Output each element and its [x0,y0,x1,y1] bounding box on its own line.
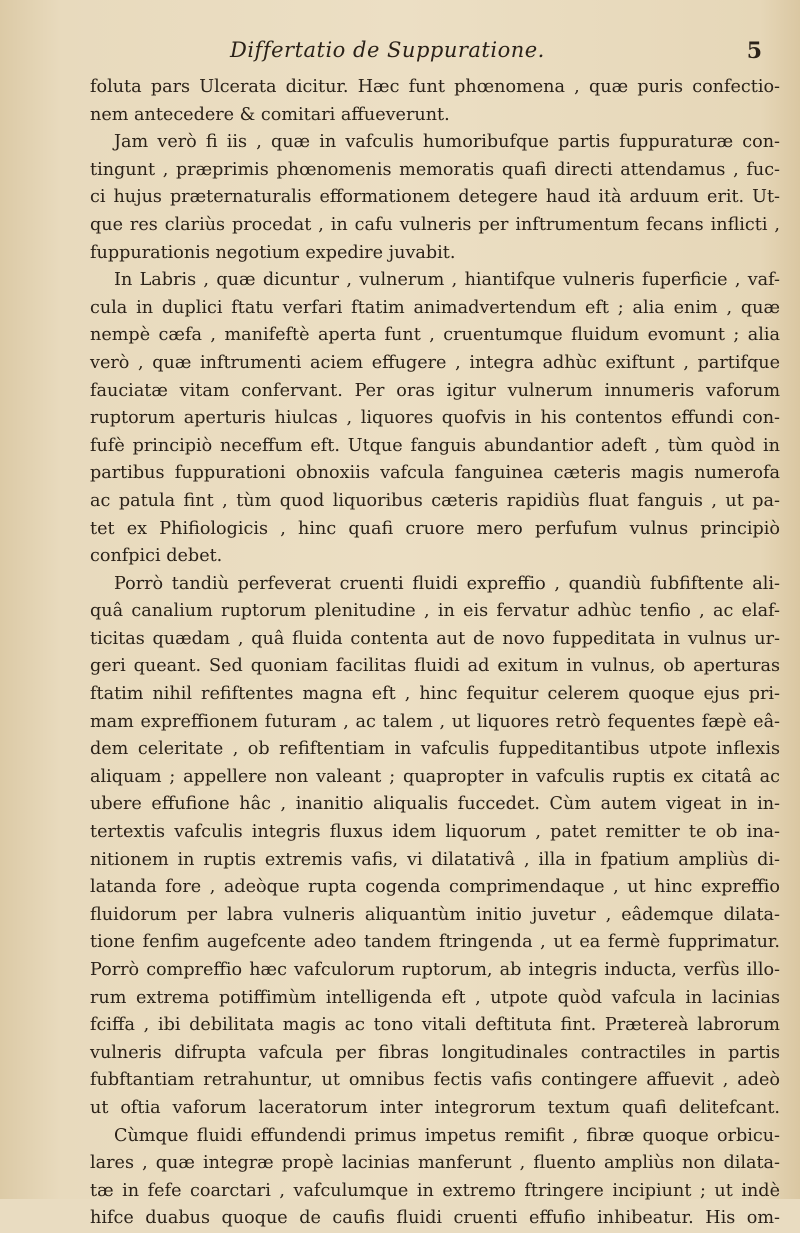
text-line: latanda fore , adeòque rupta cogenda comprimendaque , ut hinc expreffio [90,877,780,898]
text-line: confpici debet. [90,546,223,567]
text-line: fciffa , ibi debilitata magis ac tono vitali deftituta fint. Prætereà labrorum [90,1015,780,1036]
text-line: ticitas quædam , quâ fluida contenta aut de novo fuppeditata in vulnus ur- [90,628,780,649]
text-line: fuppurationis negotium expedire juvabit. [90,242,456,263]
text-line: quâ canalium ruptorum plenitudine , in eis fervatur adhùc tenfio , ac elaf- [90,601,780,622]
running-title: Differtatio de Suppuratione. [230,38,545,62]
text-line: ut oftia vaforum laceratorum inter integrorum textum quafi delitefcant. [90,1097,780,1118]
text-line: partibus fuppurationi obnoxiis vafcula fanguinea cæteris magis numerofa [90,463,780,484]
text-line: tingunt , præprimis phœnomenis memoratis quafi directi attendamus , fuc- [90,159,780,180]
text-line: dem celeritate , ob refiftentiam in vafculis fuppeditantibus utpote inflexis [90,739,780,760]
text-line: fluidorum per labra vulneris aliquantùm initio juvetur , eâdemque dilata- [90,904,780,925]
text-line: tertextis vafculis integris fluxus idem liquorum , patet remitter te ob ina- [90,822,780,843]
text-line: vulneris difrupta vafcula per fibras longitudinales contractiles in partis [90,1042,780,1063]
text-line: foluta pars Ulcerata dicitur. Hæc funt phœnomena , quæ puris confectio- [90,77,780,97]
text-line: Porrò tandiù perfeverat cruenti fluidi expreffio , quandiù fubfiftente ali- [114,573,780,594]
text-line: lares , quæ integræ propè lacinias manferunt , fluento ampliùs non dilata- [90,1153,780,1174]
text-line: ubere effufione hâc , inanitio aliqualis fuccedet. Cùm autem vigeat in in- [90,794,780,815]
text-line: Cùmque fluidi effundendi primus impetus remifit , fibræ quoque orbicu- [114,1125,780,1146]
text-line: In Labris , quæ dicuntur , vulnerum , hiantifque vulneris fuperficie , vaf- [114,270,780,291]
text-line: Jam verò fi iis , quæ in vafculis humoribufque partis fuppuraturæ con- [114,132,780,153]
text-line: fubftantiam retrahuntur, ut omnibus fectis vafis contingere affuevit , adeò [90,1070,780,1091]
body-text [90,74,780,1233]
text-line: fauciatæ vitam confervant. Per oras igitur vulnerum innumeris vaforum [90,380,780,401]
page-header [80,38,762,70]
text-line: ruptorum aperturis hiulcas , liquores quofvis in his contentos effundi con- [90,408,780,429]
text-line: nempè cæfa , manifeftè aperta funt , cruentumque fluidum evomunt ; alia [90,325,780,346]
text-line: nitionem in ruptis extremis vafis, vi dilatativâ , illa in fpatium ampliùs di- [90,849,780,870]
text-line: tione fenfim augefcente adeo tandem ftringenda , ut ea fermè fupprimatur. [90,932,780,953]
text-line: tet ex Phifiologicis , hinc quafi cruore mero perfufum vulnus principiò [90,518,780,539]
text-line: verò , quæ inftrumenti aciem effugere , integra adhùc exiftunt , partifque [90,352,780,373]
text-line: nem antecedere & comitari affueverunt. [90,104,450,125]
text-line: ftatim nihil refiftentes magna eft , hinc fequitur celerem quoque ejus pri- [90,684,780,705]
text-line: que res clariùs procedat , in cafu vulneris per inftrumentum fecans inflicti , [90,214,780,235]
page-number: 5 [746,38,762,64]
text-line: rum extrema potiffimùm intelligenda eft , utpote quòd vafcula in lacinias [90,987,780,1008]
text-line: tæ in fefe coarctari , vafculumque in extremo ftringere incipiunt ; ut indè [90,1180,780,1201]
text-line: fufè principiò neceffum eft. Utque fanguis abundantior adeft , tùm quòd in [90,435,780,456]
text-line: ac patula fint , tùm quod liquoribus cæteris rapidiùs fluat fanguis , ut pa- [90,490,780,511]
text-line: geri queant. Sed quoniam facilitas fluidi ad exitum in vulnus, ob aperturas [90,656,780,677]
text-line: Porrò compreffio hæc vafculorum ruptorum, ab integris inducta, verfùs illo- [90,960,780,980]
text-line: cula in duplici ftatu verfari ftatim animadvertendum eft ; alia enim , quæ [90,297,780,318]
text-line: mam expreffionem futuram , ac talem , ut liquores retrò fequentes fæpè eâ- [90,711,780,732]
text-line: aliquam ; appellere non valeant ; quapropter in vafculis ruptis ex citatâ ac [90,766,780,787]
text-line: ci hujus præternaturalis efformationem detegere haud ità arduum erit. Ut- [90,187,780,208]
text-line: hifce duabus quoque de caufis fluidi cruenti effufio inhibeatur. His om- [90,1208,780,1229]
